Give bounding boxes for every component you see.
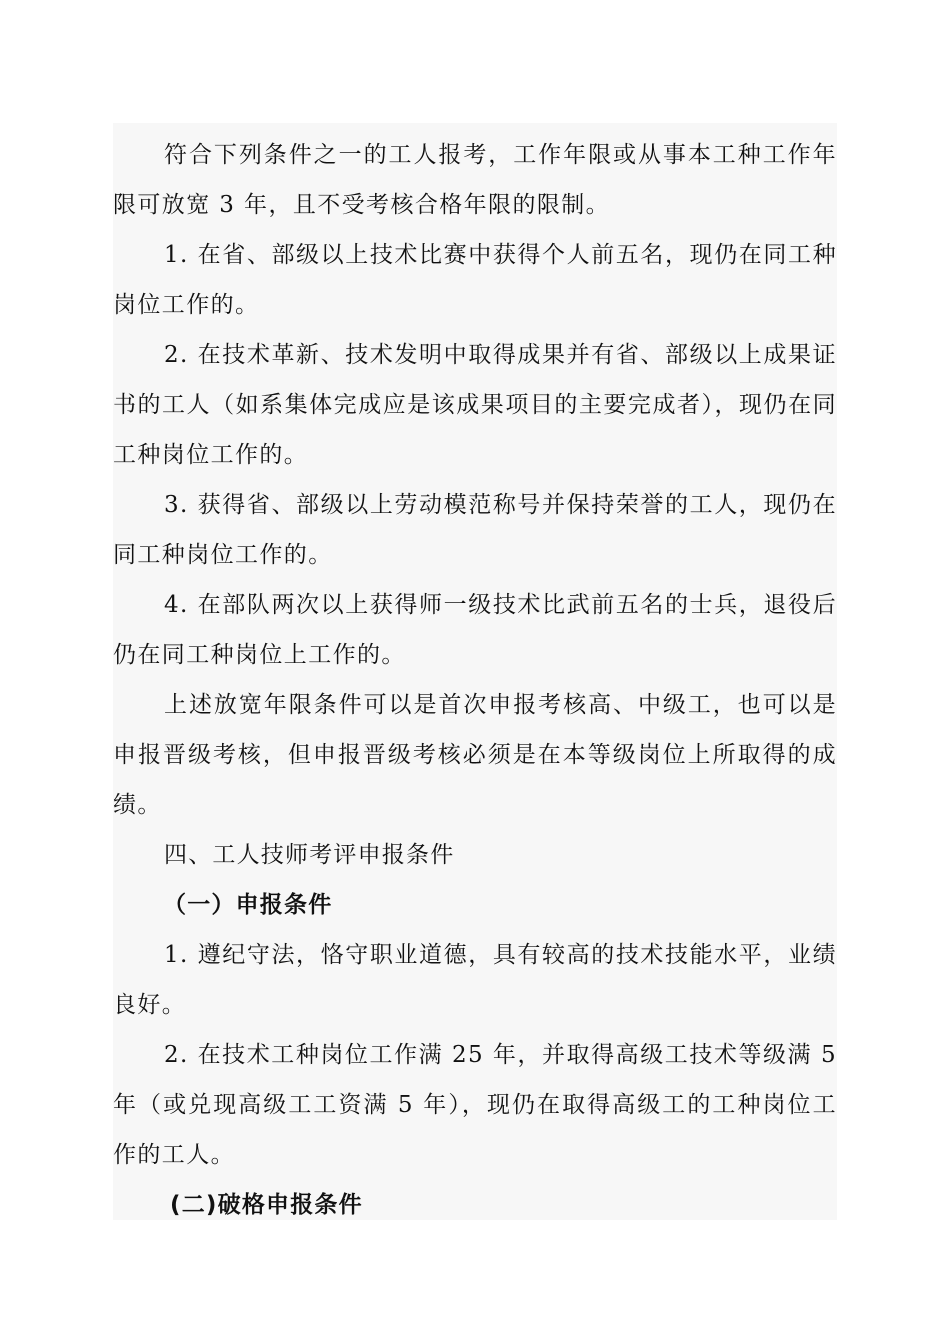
paragraph-condition-1: 1. 在省、部级以上技术比赛中获得个人前五名，现仍在同工种岗位工作的。 — [113, 242, 837, 318]
paragraph-relaxed-conditions: 符合下列条件之一的工人报考，工作年限或从事本工种工作年限可放宽 3 年，且不受考核合格年限的限制。 — [113, 142, 837, 218]
subheading-application-conditions: （一）申报条件 — [163, 892, 333, 918]
paragraph-condition-4: 4. 在部队两次以上获得师一级技术比武前五名的士兵，退役后仍在同工种岗位上工作的。 — [113, 592, 837, 668]
paragraph-condition-3: 3. 获得省、部级以上劳动模范称号并保持荣誉的工人，现仍在同工种岗位工作的。 — [113, 492, 837, 568]
document-text-block — [113, 123, 837, 1220]
paragraph-requirement-2: 2. 在技术工种岗位工作满 25 年，并取得高级工技术等级满 5 年（或兑现高级工工资满 5 年），现仍在取得高级工的工种岗位工作的工人。 — [113, 1042, 837, 1168]
paragraph-summary: 上述放宽年限条件可以是首次申报考核高、中级工，也可以是申报晋级考核，但申报晋级考核必须是在本等级岗位上所取得的成绩。 — [113, 692, 837, 818]
subheading-exceptional-conditions: (二)破格申报条件 — [170, 1192, 363, 1218]
section-heading-technician: 四、工人技师考评申报条件 — [164, 842, 455, 868]
paragraph-condition-2: 2. 在技术革新、技术发明中取得成果并有省、部级以上成果证书的工人（如系集体完成应是该成果项目的主要完成者），现仍在同工种岗位工作的。 — [113, 342, 837, 468]
paragraph-requirement-1: 1. 遵纪守法，恪守职业道德，具有较高的技术技能水平，业绩良好。 — [113, 942, 837, 1018]
